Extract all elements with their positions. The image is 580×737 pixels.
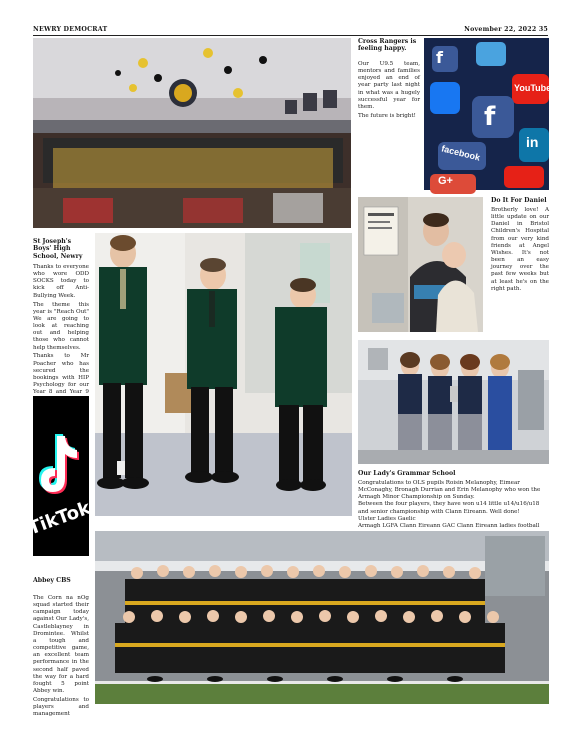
article-paragraph: Thanks to everyone who wore ODD SOCKS today to kick off Anti-Bullying Week. — [33, 264, 89, 299]
article-line: Ulster Ladies Gaelic — [358, 515, 416, 522]
article-paragraph: The theme this year is "Reach Out" We are going to look at reaching out and helping those who cannot help themselves. — [33, 301, 89, 351]
article-line: Between the four players, they have won u14 little u14/u16/u18 and senior championship with Clann Eireann. Well done! — [358, 501, 540, 515]
article-paragraph: Thanks to Mr Poacher who has secured the bookings with HIP Psychology for our Year 8 and Year 9 — [33, 353, 89, 396]
newspaper-name: NEWRY DEMOCRAT — [33, 26, 108, 33]
article-line: Congratulations to OLS pupils Roisin Melanophy, Eimear McConaghy, Bronagh Durrian and Erin Melanophy who won the Armagh Minor Championship on Sunday. — [358, 480, 541, 501]
facebook-icon: f — [484, 102, 496, 132]
tiktok-wordmark: TikTok — [25, 497, 94, 540]
article-paragraph: The future is bright! — [358, 112, 416, 119]
article-paragraph: Brotherly love! A little update on our Daniel in Bristol Children's Hospital from our very kind friends at Angel Wishes. It's not been an easy journey over the past few weeks but at least he's on the right path. — [491, 207, 549, 292]
youtube-label: YouTube — [514, 83, 552, 93]
abbey-cbs-heading: Abbey CBS — [33, 577, 71, 584]
linkedin-icon: in — [526, 134, 539, 150]
tiktok-photo — [25, 396, 94, 556]
google-plus-icon: G+ — [438, 175, 453, 187]
article-paragraph: The Corn na nOg squad started their campaign today against Our Lady's, Castleblayney in Dromintee. Whilst a tough and competitive game, an excellent team performance in the second half paved the way for a hard fought 5 point Abbey win. — [33, 595, 89, 695]
facebook-f-icon: f — [436, 48, 443, 67]
cross-rangers-team-photo — [33, 38, 351, 228]
daniel-hospital-photo — [358, 197, 483, 332]
facebook-wordmark: facebook — [440, 143, 482, 163]
st-josephs-pupils-photo — [95, 233, 352, 516]
abbey-cbs-article — [33, 595, 89, 720]
st-josephs-heading: St Joseph's Boys' High School, Newry — [33, 238, 83, 260]
our-ladys-pupils-photo — [358, 340, 549, 464]
cross-rangers-article — [358, 61, 420, 122]
cross-rangers-heading: Cross Rangers is feeling happy. — [358, 38, 417, 53]
do-it-for-daniel-article — [491, 207, 549, 295]
our-ladys-heading: Our Lady's Grammar School — [358, 470, 456, 477]
our-ladys-article — [358, 480, 549, 530]
abbey-cbs-squad-photo — [95, 531, 549, 704]
social-media-apps-photo — [424, 38, 552, 190]
masthead-rule — [33, 35, 548, 36]
date-page-number: November 22, 2022 35 — [464, 26, 548, 33]
do-it-for-daniel-heading: Do It For Daniel — [491, 197, 547, 204]
article-paragraph: Congratulations to players and management — [33, 696, 89, 718]
article-line: Armagh LGFA Clann Eireann GAC Clann Eireann ladies football — [358, 522, 540, 529]
article-paragraph: Our U9.5 team, mentors and families enjoyed an end of year party last night in what was a hugely successful year for them. — [358, 61, 420, 110]
